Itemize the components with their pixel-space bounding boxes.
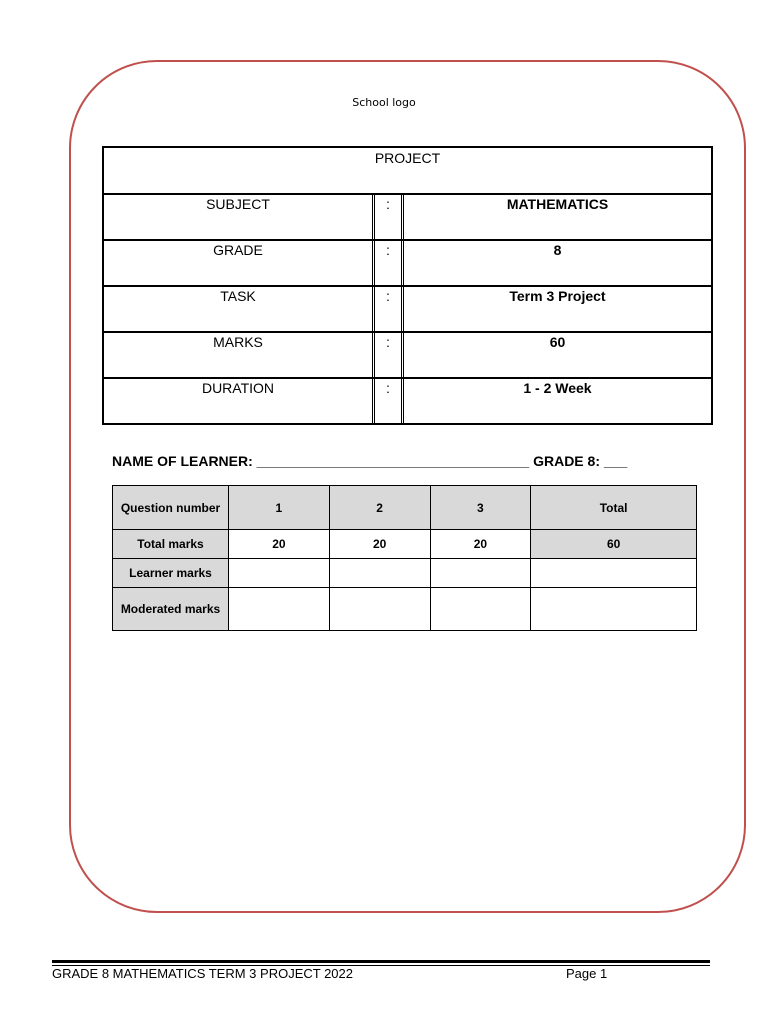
school-logo-placeholder: School logo xyxy=(352,96,416,109)
total-cell[interactable] xyxy=(531,588,697,631)
info-value: 1 - 2 Week xyxy=(523,380,592,396)
info-separator: : xyxy=(372,333,404,377)
info-separator: : xyxy=(372,379,404,423)
info-separator: : xyxy=(372,287,404,331)
row-header: Learner marks xyxy=(113,559,229,588)
info-label: SUBJECT xyxy=(206,196,270,212)
total-header-cell: Total xyxy=(531,486,697,530)
question-header-cell: 1 xyxy=(229,486,330,530)
info-label: TASK xyxy=(220,288,256,304)
marks-cell[interactable] xyxy=(430,559,531,588)
info-row-grade xyxy=(104,239,711,285)
info-value: 60 xyxy=(549,334,566,350)
project-info-table xyxy=(102,146,713,425)
info-row-marks xyxy=(104,331,711,377)
total-cell: 60 xyxy=(531,530,697,559)
marks-cell: 20 xyxy=(329,530,430,559)
info-separator: : xyxy=(372,195,404,239)
info-row-subject xyxy=(104,193,711,239)
info-value: 8 xyxy=(553,242,562,258)
row-header: Moderated marks xyxy=(113,588,229,631)
marks-cell[interactable] xyxy=(329,588,430,631)
marks-cell[interactable] xyxy=(329,559,430,588)
learner-grade-field[interactable]: ___ xyxy=(603,453,628,469)
info-separator: : xyxy=(372,241,404,285)
marks-cell[interactable] xyxy=(229,588,330,631)
question-header-cell: 2 xyxy=(329,486,430,530)
footer-title: GRADE 8 MATHEMATICS TERM 3 PROJECT 2022 xyxy=(52,966,353,981)
info-label: DURATION xyxy=(201,380,275,396)
footer-rule-thick xyxy=(52,960,710,963)
row-header: Question number xyxy=(113,486,229,530)
table-row-learner-marks xyxy=(113,559,697,588)
page-number: Page 1 xyxy=(566,966,608,981)
info-row-duration xyxy=(104,377,711,423)
total-cell[interactable] xyxy=(531,559,697,588)
marks-cell: 20 xyxy=(229,530,330,559)
info-label: GRADE xyxy=(213,242,263,258)
info-row-task xyxy=(104,285,711,331)
project-title: PROJECT xyxy=(374,150,441,166)
learner-name-field[interactable]: ___________________________________ xyxy=(256,453,530,469)
learner-grade-label: GRADE 8: xyxy=(533,453,600,469)
info-value: MATHEMATICS xyxy=(506,196,609,212)
learner-name-label: NAME OF LEARNER: xyxy=(112,453,253,469)
row-header: Total marks xyxy=(113,530,229,559)
info-value: Term 3 Project xyxy=(509,288,606,304)
table-row-question-number xyxy=(113,486,697,530)
learner-name-line xyxy=(112,453,627,469)
marks-cell[interactable] xyxy=(229,559,330,588)
info-label: MARKS xyxy=(213,334,263,350)
question-header-cell: 3 xyxy=(430,486,531,530)
table-row-moderated-marks xyxy=(113,588,697,631)
table-row-total-marks xyxy=(113,530,697,559)
marks-cell[interactable] xyxy=(430,588,531,631)
marks-cell: 20 xyxy=(430,530,531,559)
marks-table xyxy=(112,485,697,631)
